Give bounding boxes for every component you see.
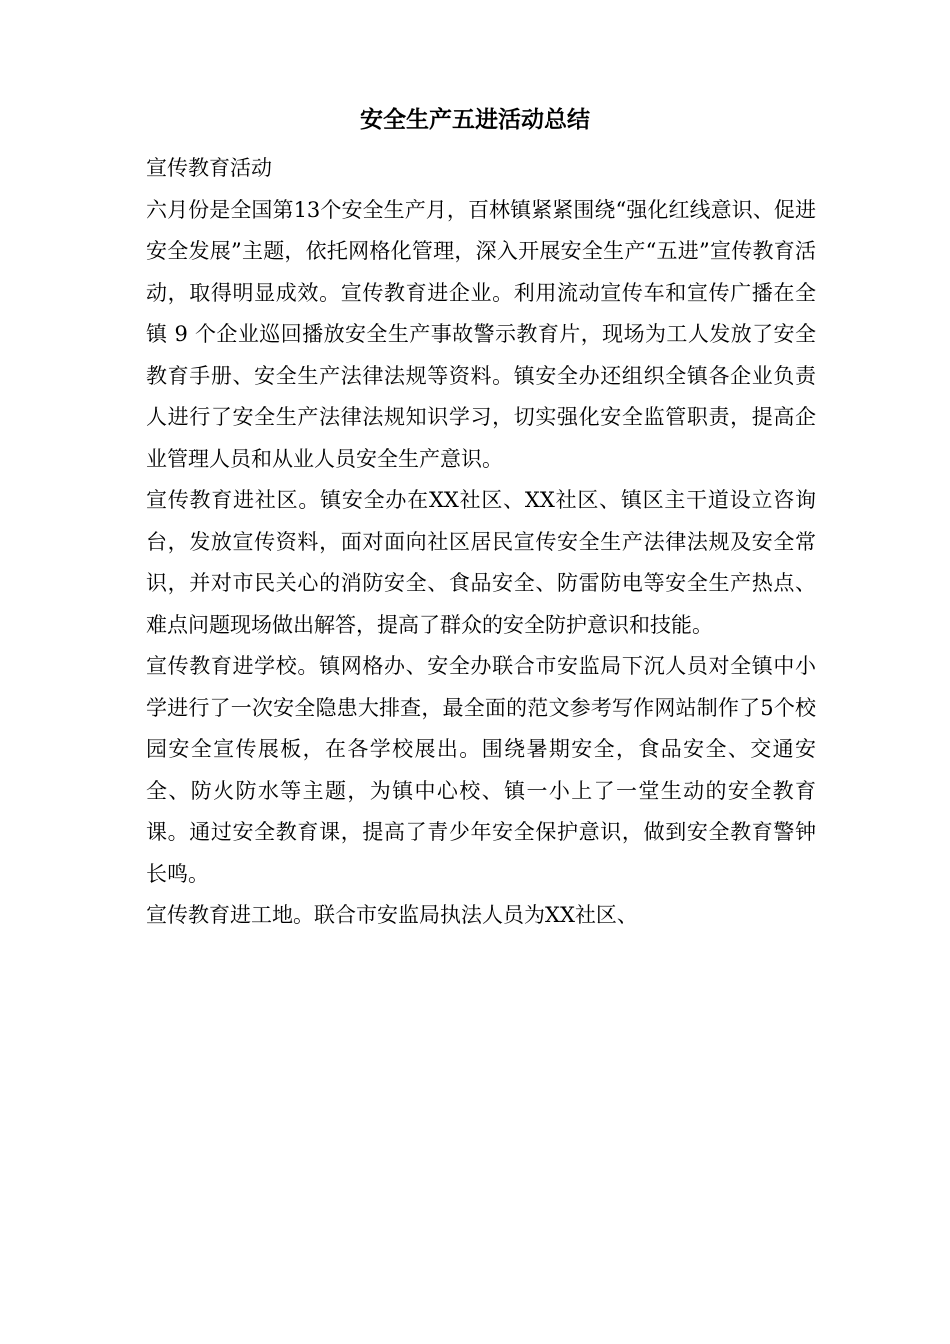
paragraph-enterprise: 六月份是全国第13个安全生产月，百林镇紧紧围绕“强化红线意识、促进安全发展”主题，依托网格化管理，深入开展安全生产“五进”宣传教育活动，取得明显成效。宣传教育进企业。利用流动宣传车和宣传广播在全镇 9 个企业巡回播放安全生产事故警示教育片，现场为工人发放了安全教育手册、安全生产法律法规等资料。镇安全办还组织全镇各企业负责人进行了安全生产法律法规知识学习，切实强化安全监管职责，提高企业管理人员和从业人员安全生产意识。 [146,197,816,471]
paragraph-community: 宣传教育进社区。镇安全办在XX社区、XX社区、镇区主干道设立咨询台，发放宣传资料，面对面向社区居民宣传安全生产法律法规及安全常识，并对市民关心的消防安全、食品安全、防雷防电等安全生产热点、难点问题现场做出解答，提高了群众的安全防护意识和技能。 [146,488,816,637]
section-heading: 宣传教育活动 [146,156,272,180]
paragraph-construction-site: 宣传教育进工地。联合市安监局执法人员为XX社区、 [146,903,638,927]
paragraph-school: 宣传教育进学校。镇网格办、安全办联合市安监局下沉人员对全镇中小学进行了一次安全隐患大排查，最全面的范文参考写作网站制作了5个校园安全宣传展板，在各学校展出。围绕暑期安全，食品安全、交通安全、防火防水等主题，为镇中心校、镇一小上了一堂生动的安全教育课。通过安全教育课，提高了青少年安全保护意识，做到安全教育警钟长鸣。 [146,654,816,886]
document-title: 安全生产五进活动总结 [360,107,590,133]
document-body [146,148,816,937]
